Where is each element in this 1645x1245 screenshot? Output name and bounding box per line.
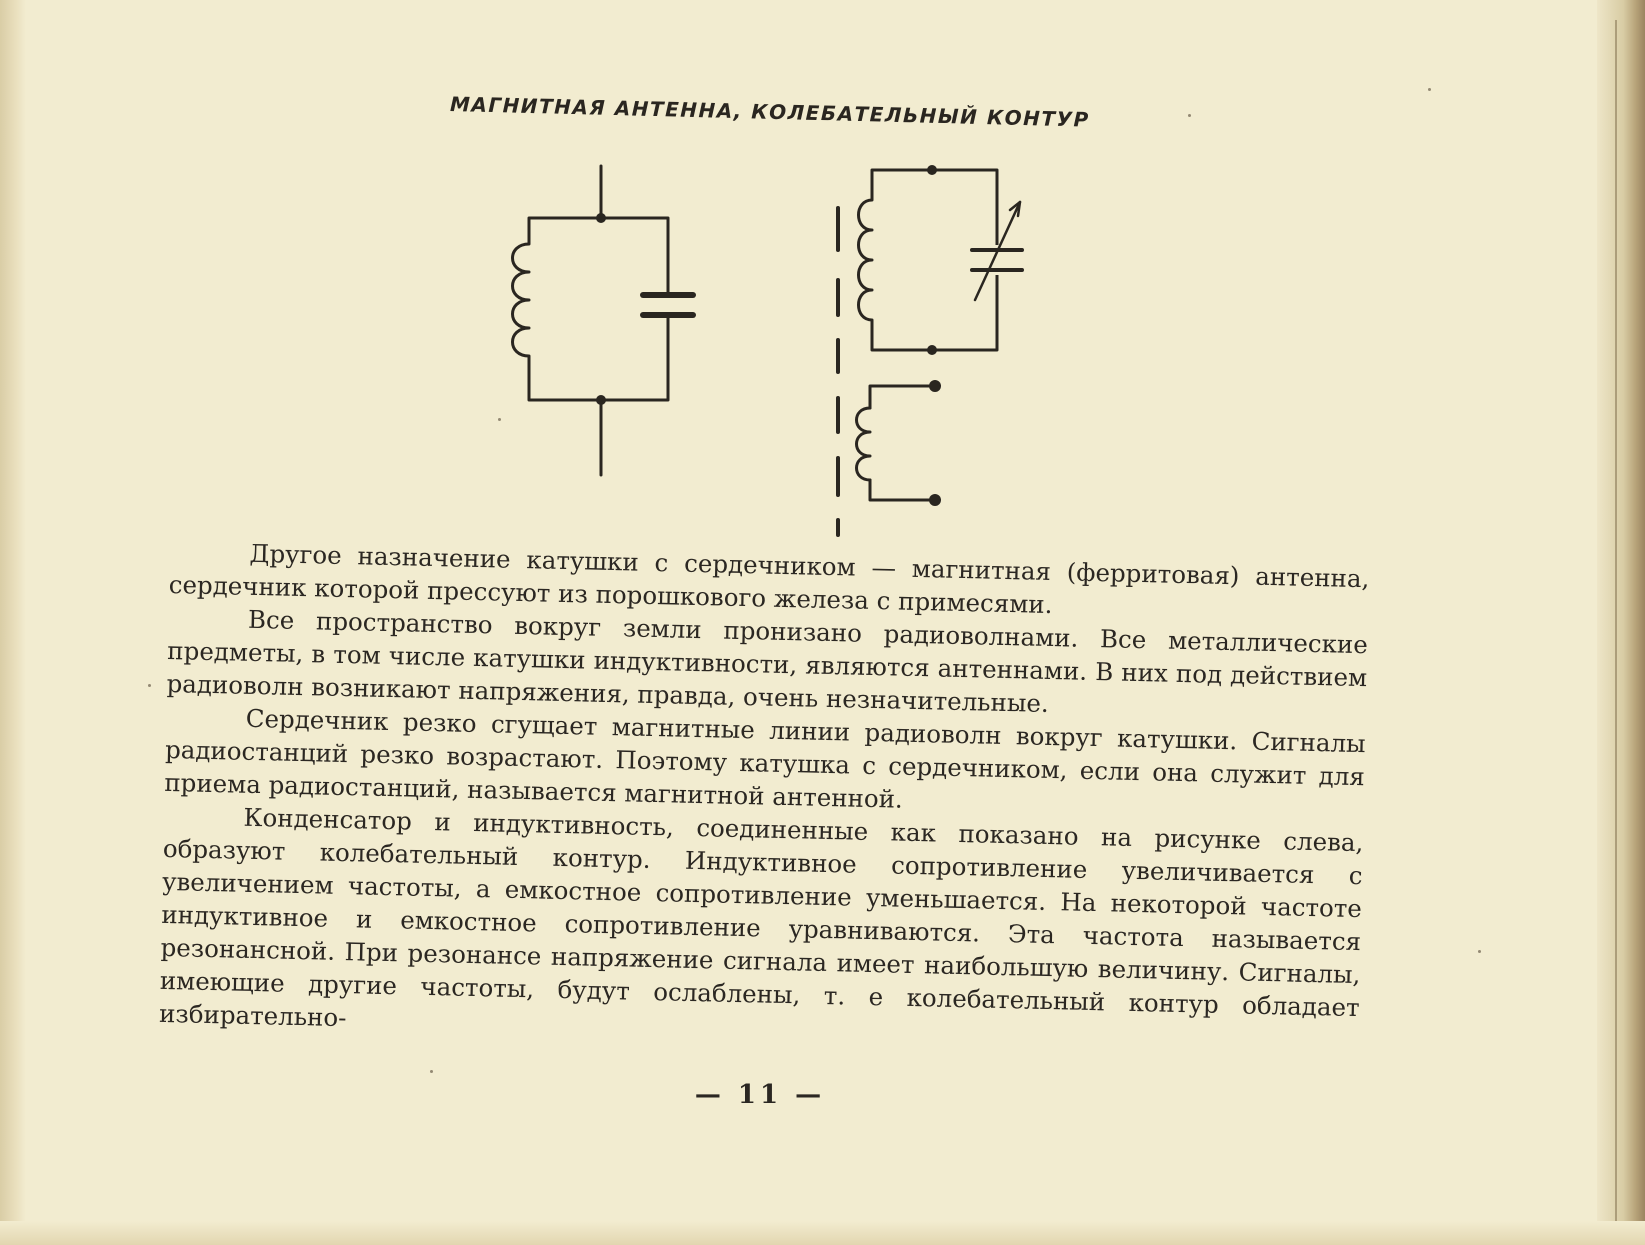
parallel-lc-circuit bbox=[513, 166, 694, 475]
paragraph: Другое назначение катушки с сердечником — магнитная (ферритовая) антенна, сердечник которой прессуют из порошкового железа с примесями. bbox=[168, 538, 1370, 620]
paper-speck bbox=[498, 418, 501, 421]
paragraph: Конденсатор и индуктивность, соединенные как показано на рисунке слева, образуют колебательный контур. Индуктивное сопротивление увеличивается с увеличением частоты, а емкостное сопротивление уменьшается. На некоторой частоте индуктивное и емкостное сопротивление уравниваются. Эта частота называется резонансной. При резонансе напряжение сигнала имеет наибольшую величину. Сигналы, имеющие другие частоты, будут ослаблены, т. е колебательный контур обладает избирательно- bbox=[158, 802, 1364, 1033]
paper-speck bbox=[430, 1070, 433, 1073]
paper-speck bbox=[1428, 88, 1431, 91]
circuit-figure bbox=[480, 150, 1040, 540]
paper-speck bbox=[1478, 950, 1481, 953]
page-fore-edge bbox=[1597, 0, 1645, 1245]
page-number: — 11 — bbox=[694, 1080, 826, 1110]
page-gutter-shadow bbox=[0, 0, 26, 1245]
paragraph: Все пространство вокруг земли пронизано радиоволнами. Все металлические предметы, в том числе катушки индуктивности, являются антеннами. В них под действием радиоволн возникают напряжения, правда, очень незначительные. bbox=[166, 604, 1369, 718]
page-edge-line bbox=[1615, 20, 1617, 1240]
paragraph: Сердечник резко сгущает магнитные линии радиоволн вокруг катушки. Сигналы радиостанций резко возрастают. Поэтому катушка с сердечником, если она служит для приема радиостанций, называется магнитной антенной. bbox=[164, 703, 1366, 814]
paper-speck bbox=[1188, 114, 1191, 117]
running-title: МАГНИТНАЯ АНТЕННА, КОЛЕБАТЕЛЬНЫЙ КОНТУР bbox=[449, 92, 1090, 132]
paper-speck bbox=[148, 684, 151, 687]
body-text bbox=[159, 535, 1370, 1057]
page-bottom-edge bbox=[0, 1221, 1645, 1245]
